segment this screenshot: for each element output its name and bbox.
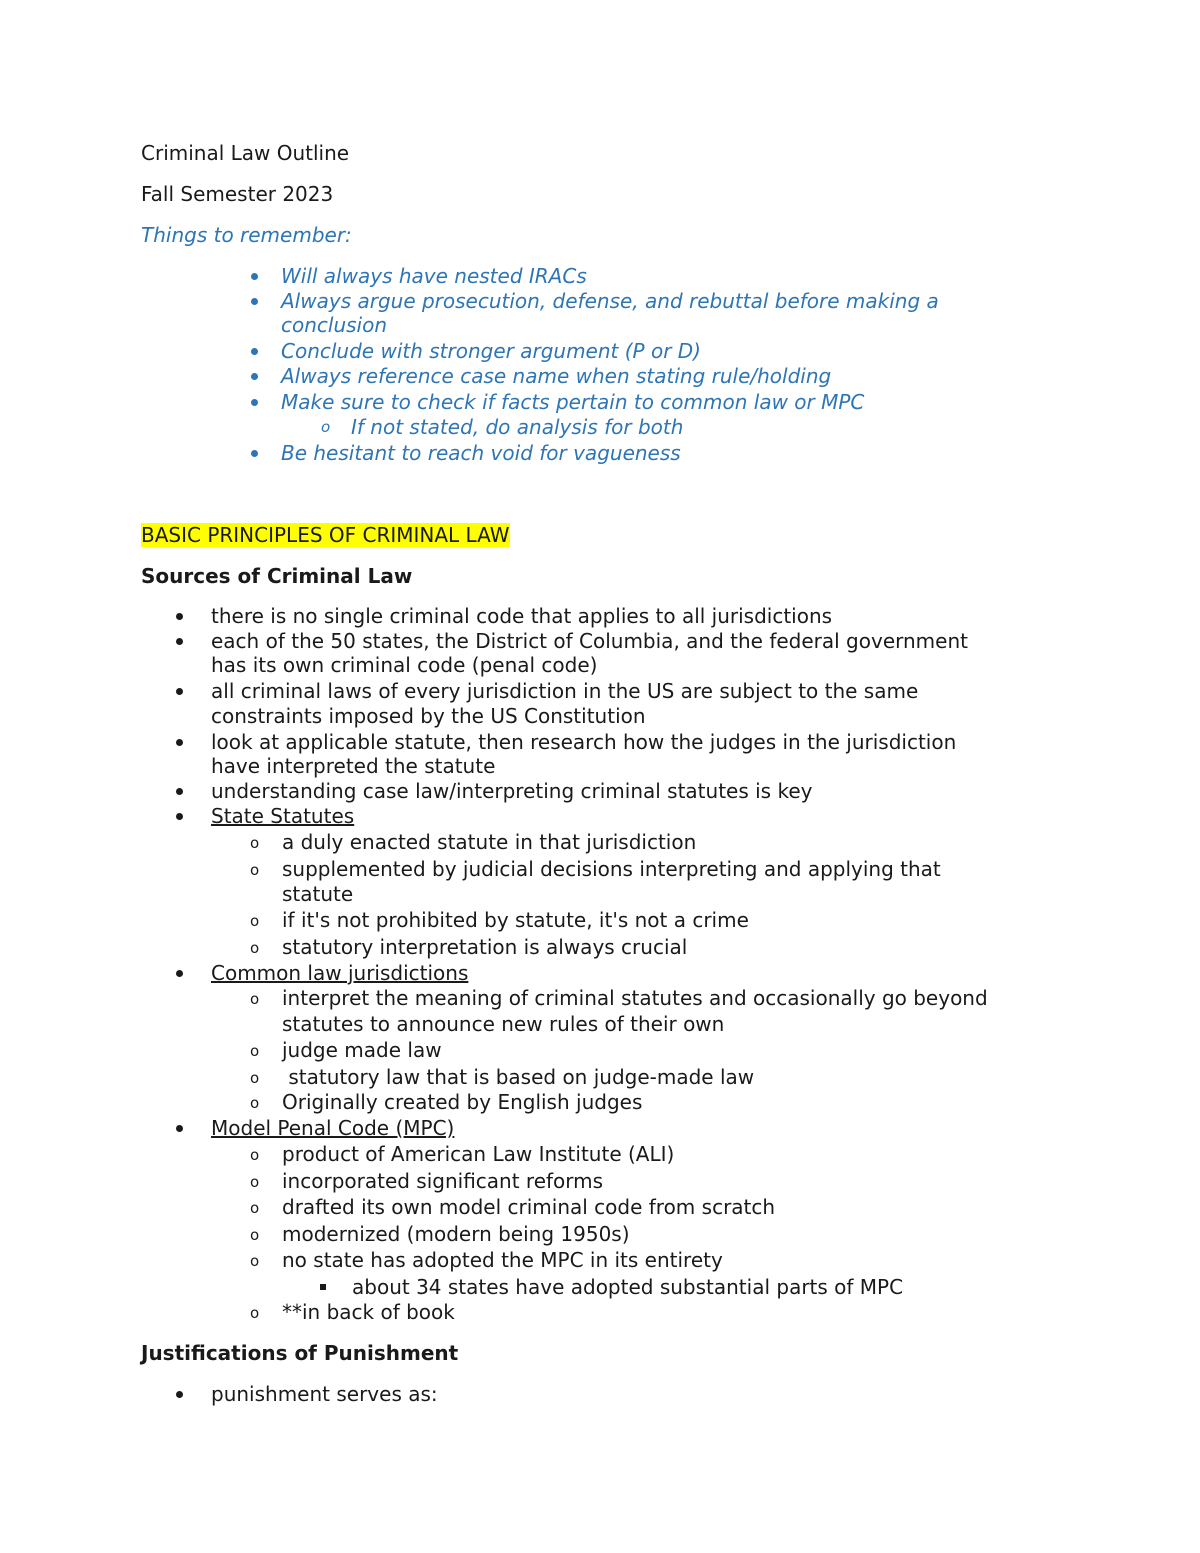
sub-list-item: modernized (modern being 1950s) [282,1222,630,1246]
bullet-icon [176,1125,183,1132]
list-item: each of the 50 states, the District of Columbia, and the federal government [211,629,968,653]
semester-label: Fall Semester 2023 [141,182,334,206]
bullet-icon [176,788,183,795]
sub-bullet-icon: o [250,1304,260,1322]
bullet-icon [251,273,258,280]
remember-subitem: If not stated, do analysis for both [351,415,684,439]
bullet-icon [251,373,258,380]
sub-bullet-icon: o [250,1226,260,1244]
list-item: all criminal laws of every jurisdiction in the US are subject to the same [211,679,919,703]
list-item-continued: has its own criminal code (penal code) [211,653,598,677]
sub-list-item: interpret the meaning of criminal statutes and occasionally go beyond [282,986,988,1010]
sub-list-item: judge made law [282,1038,442,1062]
remember-item: Be hesitant to reach void for vagueness [281,441,681,465]
remember-item: Always reference case name when stating rule/holding [281,364,832,388]
sub-list-item: incorporated significant reforms [282,1169,604,1193]
section-title [141,523,510,548]
list-item: look at applicable statute, then research how the judges in the jurisdiction [211,730,957,754]
section-title-text: BASIC PRINCIPLES OF CRIMINAL LAW [141,523,510,547]
sub-bullet-icon: o [250,912,260,930]
sub-list-item: drafted its own model criminal code from scratch [282,1195,776,1219]
bullet-icon [176,739,183,746]
sub-sub-list-item: about 34 states have adopted substantial parts of MPC [352,1275,904,1299]
remember-item-continued: conclusion [281,313,388,337]
justifications-heading: Justifications of Punishment [141,1341,459,1365]
bullet-icon [176,688,183,695]
list-item-continued: constraints imposed by the US Constitution [211,704,646,728]
sub-bullet-icon: o [250,1173,260,1191]
list-item: understanding case law/interpreting criminal statutes is key [211,779,813,803]
sub-list-item-continued: statute [282,882,354,906]
remember-item: Always argue prosecution, defense, and rebuttal before making a [281,289,939,313]
sub-list-item: statutory interpretation is always crucial [282,935,688,959]
bullet-icon [176,970,183,977]
sub-bullet-icon: o [321,418,331,436]
bullet-icon [251,399,258,406]
sub-list-item: supplemented by judicial decisions interpreting and applying that [282,857,941,881]
list-item: there is no single criminal code that applies to all jurisdictions [211,604,833,628]
remember-item: Conclude with stronger argument (P or D) [281,339,701,363]
list-item: punishment serves as: [211,1382,438,1406]
remember-item: Make sure to check if facts pertain to common law or MPC [281,390,865,414]
remember-item: Will always have nested IRACs [281,264,587,288]
bullet-icon [176,638,183,645]
sub-list-item: Originally created by English judges [282,1090,643,1114]
state-statutes-heading: State Statutes [211,804,355,828]
bullet-icon [176,613,183,620]
remember-label: Things to remember: [141,223,352,247]
sub-bullet-icon: o [250,939,260,957]
sub-list-item: a duly enacted statute in that jurisdiction [282,830,697,854]
sub-bullet-icon: o [250,861,260,879]
common-law-heading: Common law jurisdictions [211,961,469,985]
sub-bullet-icon: o [250,1094,260,1112]
bullet-icon [251,298,258,305]
sub-list-item: **in back of book [282,1300,455,1324]
sub-list-item: no state has adopted the MPC in its entirety [282,1248,723,1272]
sub-bullet-icon: o [250,1069,260,1087]
document-title: Criminal Law Outline [141,141,350,165]
sub-bullet-icon: o [250,1146,260,1164]
sub-list-item: statutory law that is based on judge-made law [282,1065,755,1089]
sub-list-item: if it's not prohibited by statute, it's not a crime [282,908,749,932]
sub-list-item-continued: statutes to announce new rules of their own [282,1012,725,1036]
sub-bullet-icon: o [250,990,260,1008]
sub-list-item: product of American Law Institute (ALI) [282,1142,675,1166]
bullet-icon [251,348,258,355]
sources-heading: Sources of Criminal Law [141,564,413,588]
bullet-icon [176,1391,183,1398]
square-bullet-icon [320,1284,326,1290]
list-item-continued: have interpreted the statute [211,754,496,778]
sub-bullet-icon: o [250,834,260,852]
sub-bullet-icon: o [250,1252,260,1270]
sub-bullet-icon: o [250,1199,260,1217]
sub-bullet-icon: o [250,1042,260,1060]
mpc-heading: Model Penal Code (MPC) [211,1116,455,1140]
bullet-icon [176,813,183,820]
bullet-icon [251,450,258,457]
